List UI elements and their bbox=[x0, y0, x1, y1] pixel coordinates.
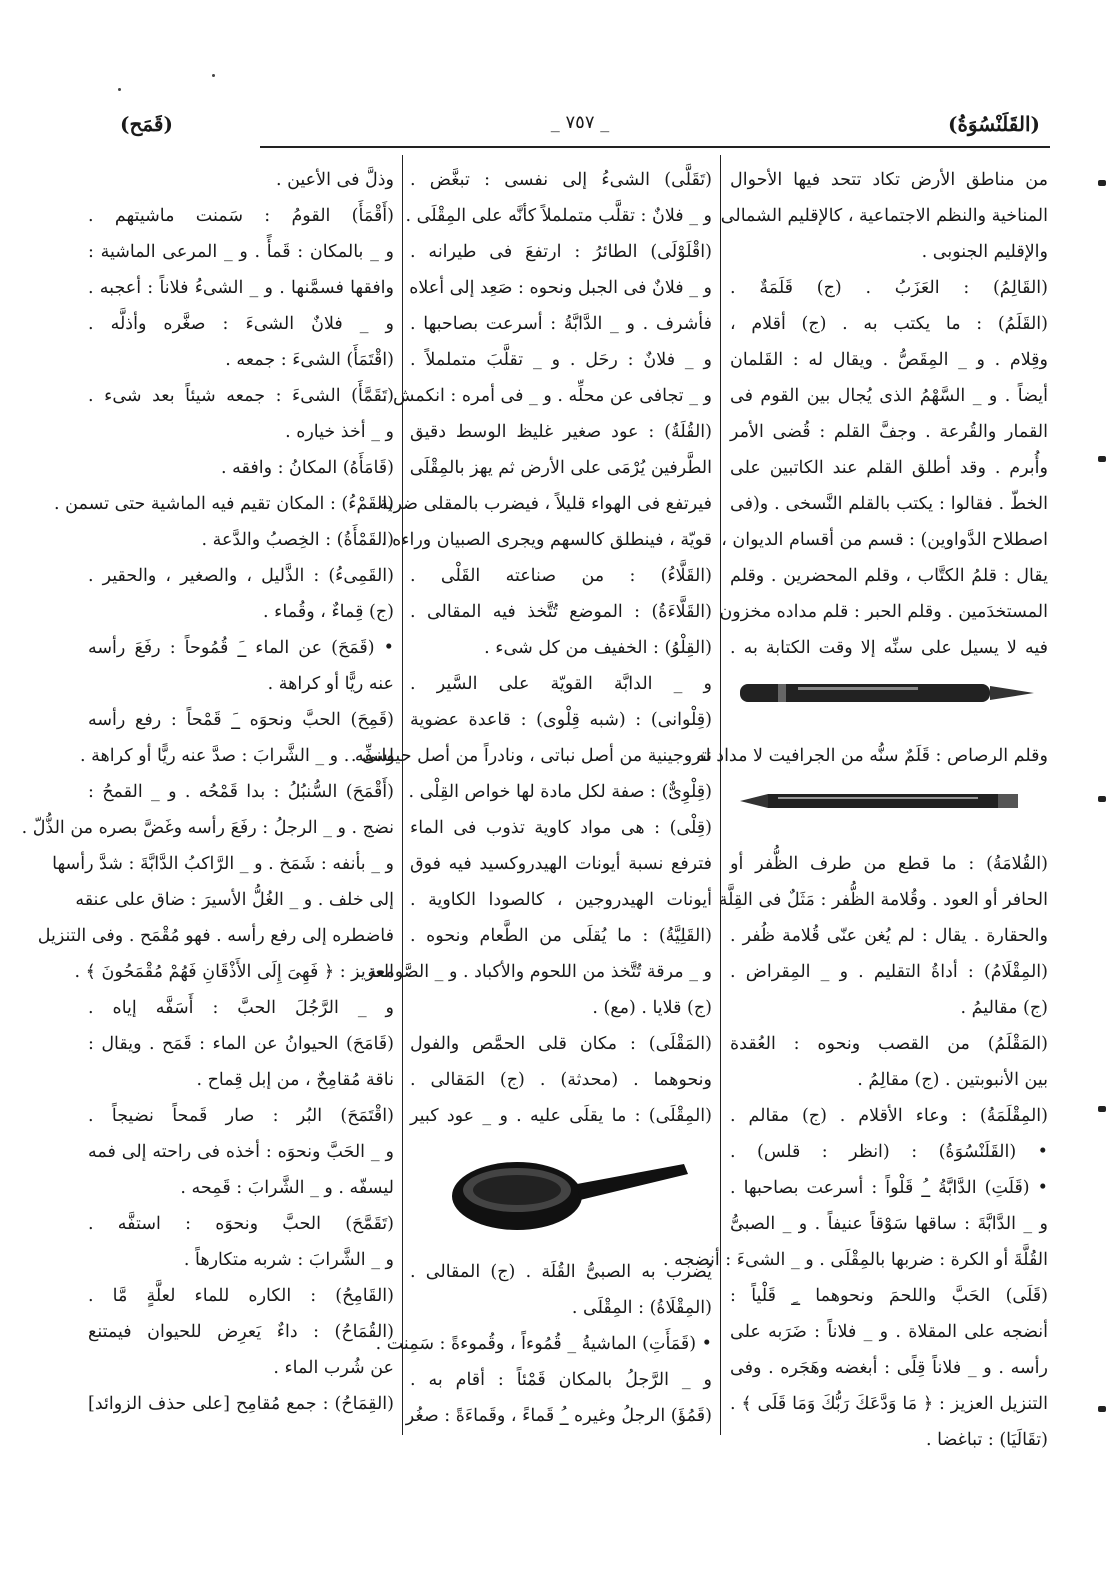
text-line: (قَلَى) الحَبَّ واللحمَ ونحوهما _ِ قَلْياً : bbox=[730, 1286, 1048, 1306]
frying-pan-illustration bbox=[410, 1134, 712, 1254]
text-line: يُضرب به الصبىُّ القُلَة . (ج) المقالى . bbox=[410, 1262, 712, 1282]
text-line: وقِلام . و _ المِقَصُّ . ويقال له : القَلمان bbox=[730, 350, 1048, 370]
text-line: نتروجينية من أصل نباتى ، ونادراً من أصل حيوانى . bbox=[350, 746, 712, 766]
text-line: فترفع نسبة أيونات الهيدروكسيد فيه فوق bbox=[410, 854, 712, 874]
text-line: (اقْلَوْلَى) الطائرُ : ارتفعَ فى طيرانه . bbox=[410, 242, 712, 262]
text-line: نضج . و _ الرجلُ : رفَعَ رأسه وغَضَّ بصره من الذُّلّ . bbox=[21, 818, 394, 838]
text-line: (المَقْلَى) : مكان قلى الحمَّص والفول bbox=[410, 1034, 712, 1054]
text-line: (تقَالَيَا) : تباغضا . bbox=[926, 1430, 1048, 1450]
text-line: (القَلَّاءَةُ) : الموضع تُتَّخذ فيه المقالى . bbox=[410, 602, 712, 622]
column-right-bottom bbox=[663, 846, 1048, 1458]
text-line: لسفِّه . و _ الشَّرابَ : صدَّ عنه ريًّا أو كراهة . bbox=[80, 746, 394, 766]
text-line: (المَقْلَمُ) من القصب ونحوه : العُقدة bbox=[730, 1034, 1048, 1054]
speck bbox=[118, 88, 121, 91]
text-line: (أَقْمَحَ) السُّنبُلُ : بدا قَمْحُه . و _ القمحُ : bbox=[88, 782, 394, 802]
column-left bbox=[21, 162, 394, 1422]
margin-mark bbox=[1098, 1106, 1106, 1112]
text-line: بين الأنبوبتين . (ج) مقالِمُ . bbox=[857, 1070, 1048, 1090]
text-line: وأُبرم . وقد أطلق القلم عند الكاتبين على bbox=[730, 458, 1048, 478]
column-middle-bottom bbox=[375, 1254, 712, 1434]
text-line: يقال : قلمُ الكتَّاب ، وقلم المحضرين . وقلم bbox=[730, 566, 1048, 586]
text-line: فأشرف . و _ الدَّابَّةُ : أسرعت بصاحبها . bbox=[410, 314, 712, 334]
text-line: والإقليم الجنوبى . bbox=[921, 242, 1048, 262]
text-line: أيونات الهيدروجين ، كالصودا الكاوية . bbox=[410, 890, 712, 910]
text-line: (قِلْى) : هى مواد كاوية تذوب فى الماء bbox=[410, 818, 712, 838]
text-line: (أَقْمَأَ) القومُ : سَمنت ماشيتهم . bbox=[88, 206, 394, 226]
text-line: (القِمَاحُ) : جمع مُقامِح [على حذف الزوائد] bbox=[88, 1394, 394, 1414]
header-last-entry: (قَمَح) bbox=[120, 112, 173, 136]
text-line: • (قَمَأَتِ) الماشيةُ _ قُمُوءاً ، وقُموءةً : سَمِنت . bbox=[375, 1334, 712, 1354]
text-line: ونحوهما . (محدثة) . (ج) المَقالى . bbox=[410, 1070, 712, 1090]
text-line: عن شُرب الماء . bbox=[273, 1358, 394, 1378]
text-line: (القَامِحُ) : الكاره للماء لعلَّةٍ مَّا . bbox=[88, 1286, 394, 1306]
text-line: و _ فلانٌ الشىءَ : صغَّره وأذلَّه . bbox=[88, 314, 394, 334]
column-right bbox=[663, 162, 1048, 1458]
text-line: (المِقْلَامُ) : أداةُ التقليم . و _ المِقراض . bbox=[730, 962, 1048, 982]
text-line: و _ الحَبَّ ونحوَه : أخذه فى راحته إلى فمه bbox=[88, 1142, 394, 1162]
text-line: (القَمِىءُ) : الذَّليل ، والصغير ، والحقير . bbox=[88, 566, 394, 586]
text-line: فيرتفع فى الهواء قليلاً ، فيضرب بالمقلى ضربة bbox=[379, 494, 712, 514]
pencil-illustration bbox=[730, 774, 1048, 846]
text-line: (اقْتَمَحَ) البُر : صار قَمحاً نضيجاً . bbox=[88, 1106, 394, 1126]
text-line: (القَالِمُ) : العَزَبُ . (ج) قَلَمَةٌ . bbox=[730, 278, 1048, 298]
text-line: (القُلامَةُ) : ما قطع من طرف الظُّفر أو bbox=[730, 854, 1048, 874]
text-line: (قِلْوانى) : (شبه قِلْوى) : قاعدة عضوية bbox=[410, 710, 712, 730]
text-line: و _ بالمكان : قَمأً . و _ المرعى الماشية : bbox=[88, 242, 394, 262]
text-line: المناخية والنظم الاجتماعية ، كالإقليم الشمالى bbox=[720, 206, 1048, 226]
column-middle-top bbox=[350, 162, 712, 1134]
text-line: القُلَّةَ أو الكرة : ضربها بالمِقْلَى . و _ الشىءَ : أنضجه . bbox=[663, 1250, 1048, 1270]
frying-pan-icon bbox=[412, 1134, 712, 1254]
text-line: • (قَلَتِ) الدَّابَّةُ _ُ قَلْواً : أسرعت بصاحبها . bbox=[730, 1178, 1048, 1198]
text-line: (ج) قِماءٌ ، وقُماء . bbox=[263, 602, 394, 622]
text-line: العزيز : ﴿ فَهِىَ إِلَى الأَذْقَانِ فَهُمْ مُقْمَحُونَ ﴾ . bbox=[74, 962, 394, 982]
text-line: ناقة مُقامِحٌ ، من إبل قِماح . bbox=[196, 1070, 394, 1090]
text-line: (القَمْأَةُ) : الخِصبُ والدَّعة . bbox=[201, 530, 394, 550]
margin-mark bbox=[1098, 796, 1106, 802]
text-line: و _ أخذ خياره . bbox=[285, 422, 394, 442]
text-line: و _ مرقة تُتَّخذ من اللحوم والأكباد . و _ الصَّومعة . bbox=[356, 962, 712, 982]
column-divider-left bbox=[402, 155, 403, 1435]
text-line: عنه ريًّا أو كراهة . bbox=[267, 674, 394, 694]
header-first-entry: (القَلَنْسُوَةُ) bbox=[947, 112, 1040, 136]
text-line: (القُلَةُ) : عود صغير غليظ الوسط دقيق bbox=[410, 422, 712, 442]
text-line: و _ فلانٌ : رحَل . و _ تقلَّبَ متململاً . bbox=[410, 350, 712, 370]
text-line: (تَقَلَّى) الشىءُ إلى نفسى : تبغَّض . bbox=[410, 170, 712, 190]
text-line: (قِلْوِىٌّ) : صفة لكل مادة لها خواص القِلْى . bbox=[408, 782, 712, 802]
page-number: _ ٧٥٧ _ bbox=[550, 112, 610, 133]
margin-mark bbox=[1098, 1406, 1106, 1412]
pencil-icon bbox=[738, 788, 1038, 814]
text-line: قويّة ، فينطلق كالسهم ويجرى الصبيان وراءه . bbox=[380, 530, 712, 550]
text-line: رأسه . و _ فلاناً قِلًى : أبغضه وهَجَره . وفى bbox=[730, 1358, 1048, 1378]
text-line: (القَمْءُ) : المكان تقيم فيه الماشية حتى تسمن . bbox=[54, 494, 394, 514]
text-line: (القِلْوُ) : الخفيف من كل شىء . bbox=[484, 638, 712, 658]
text-line: (قَامَحَ) الحيوانُ عن الماء : قَمَح . ويقال : bbox=[88, 1034, 394, 1054]
text-line: القمار والقُرعة . وجفَّ القلم : قُضى الأمر bbox=[730, 422, 1048, 442]
text-line: (القَلِيَّةُ) : ما يُقلَى من الطَّعام ونحوه . bbox=[410, 926, 712, 946]
text-line: (ج) قلايا . (مع) . bbox=[592, 998, 712, 1018]
text-line: التنزيل العزيز : ﴿ مَا وَدَّعَكَ رَبُّكَ وَمَا قَلَى ﴾ . bbox=[730, 1394, 1048, 1414]
text-line: (المِقْلَى) : ما يقلَى عليه . و _ عود كبير bbox=[410, 1106, 712, 1126]
text-line: أيضاً . و _ السَّهْمُ الذى يُجال بين القوم فى bbox=[730, 386, 1048, 406]
text-line: و _ الرَّجلُ بالمكان قَمْئاً : أقام به . bbox=[410, 1370, 712, 1390]
text-line: (المِقْلَاةُ) : المِقْلَى . bbox=[571, 1298, 712, 1318]
text-line: والحقارة . يقال : لم يُغن عنّى قُلامة ظُفر . bbox=[730, 926, 1048, 946]
text-line: و _ فلانٌ فى الجبل ونحوه : صَعِد إلى أعلاه bbox=[409, 278, 712, 298]
text-line: وذلَّ فى الأعين . bbox=[275, 170, 394, 190]
text-line: فيه لا يسيل على سنِّه إلا وقت الكتابة به . bbox=[730, 638, 1048, 658]
column-right-top bbox=[719, 162, 1048, 666]
header-rule bbox=[260, 146, 1050, 148]
text-line: الخطّ . فقالوا : يكتب بالقلم النَّسخى . و(فى bbox=[730, 494, 1048, 514]
column-left-lines bbox=[21, 162, 394, 1422]
text-line: إلى خلف . و _ الغُلُّ الأسيرَ : ضاق على عنقه bbox=[75, 890, 394, 910]
fountain-pen-icon bbox=[738, 680, 1038, 706]
text-line: و _ الشَّرابَ : شربه متكارهاً . bbox=[183, 1250, 394, 1270]
margin-mark bbox=[1098, 456, 1106, 462]
text-line: و _ تجافى عن محلِّه . و _ فى أمره : انكمش . bbox=[381, 386, 712, 406]
page-header bbox=[120, 112, 1040, 146]
text-line: (القَلَّاءُ) : من صناعته القَلْى . bbox=[410, 566, 712, 586]
speck bbox=[212, 74, 215, 77]
text-line: (ج) مقاليمُ . bbox=[960, 998, 1048, 1018]
text-line: (تَقَمَّأَ) الشىءَ : جمعه شيئاً بعد شىء . bbox=[88, 386, 394, 406]
text-line: وافقها فسمَّنها . و _ الشىءُ فلاناً : أعجبه . bbox=[88, 278, 394, 298]
text-line: (قَامَأَهُ) المكانُ : وافقه . bbox=[220, 458, 394, 478]
text-line: المستخدَمين . وقلم الحبر : قلم مداده مخزون bbox=[719, 602, 1048, 622]
text-line: فاضطره إلى رفع رأسه . فهو مُقْمَح . وفى التنزيل bbox=[37, 926, 394, 946]
text-line: و _ الدابَّة القويّة على السَّير . bbox=[410, 674, 712, 694]
text-line: (اقْتَمَأَ) الشىءَ : جمعه . bbox=[225, 350, 394, 370]
pencil-caption: وقلم الرصاص : قَلَمٌ سنُّه من الجرافيت لا مداد له . bbox=[684, 746, 1048, 766]
text-line: • (القَلَنْسُوَةُ) : (انظر : قلس) . bbox=[730, 1142, 1048, 1162]
text-line: • (قَمَحَ) عن الماء _َ قُمُوحاً : رفَعَ رأسه bbox=[88, 638, 394, 658]
text-line: (القَلَمُ) : ما يكتب به . (ج) أقلام ، bbox=[730, 314, 1048, 334]
text-line: أنضجه على المقلاة . و _ فلاناً : ضَرَبه على bbox=[730, 1322, 1048, 1342]
text-line: (تَقَمَّحَ) الحبَّ ونحوَه : استفَّه . bbox=[88, 1214, 394, 1234]
margin-mark bbox=[1098, 180, 1106, 186]
column-middle bbox=[350, 162, 712, 1434]
fountain-pen-illustration bbox=[730, 666, 1048, 738]
text-line: و _ الرَّجُلَ الحبَّ : أَسَفَّه إياه . bbox=[88, 998, 394, 1018]
text-line: (قَمُؤَ) الرجلُ وغيره _ُ قَماءً ، وقَماءَةً : صغُر bbox=[405, 1406, 712, 1426]
text-line: الطَّرفين يُرْمَى على الأرض ثم يهز بالمِقْلَى bbox=[409, 458, 712, 478]
text-line: (المِقْلَمَةُ) : وعاء الأقلام . (ج) مقالم . bbox=[730, 1106, 1048, 1126]
text-line: اصطلاح الدَّواوين) : قسم من أقسام الديوان ، bbox=[721, 530, 1048, 550]
text-line: و _ فلانٌ : تقلَّب متململاً كأنَّه على المِقْلَى . bbox=[405, 206, 712, 226]
text-line: و _ الدَّابَّةَ : ساقها سَوْقاً عنيفاً . و _ الصبىُّ bbox=[730, 1214, 1048, 1234]
text-line: ليسفّه . و _ الشَّرابَ : قَمِحه . bbox=[180, 1178, 394, 1198]
text-line: (القُمَاحُ) : داءٌ يَعرِض للحيوان فيمتنع bbox=[88, 1322, 394, 1342]
text-line: (قَمِحَ) الحبَّ ونحوَه _َ قَمْحاً : رفع رأسه bbox=[88, 710, 394, 730]
text-line: من مناطق الأرض تكاد تتحد فيها الأحوال bbox=[730, 170, 1048, 190]
text-line: الحافر أو العود . وقُلامة الظُّفر : مَثَلٌ فى القِلَّة bbox=[718, 890, 1048, 910]
text-line: و _ بأنفه : شَمَخ . و _ الرَّاكبُ الدَّابَّةَ : شدَّ رأسها bbox=[52, 854, 394, 874]
